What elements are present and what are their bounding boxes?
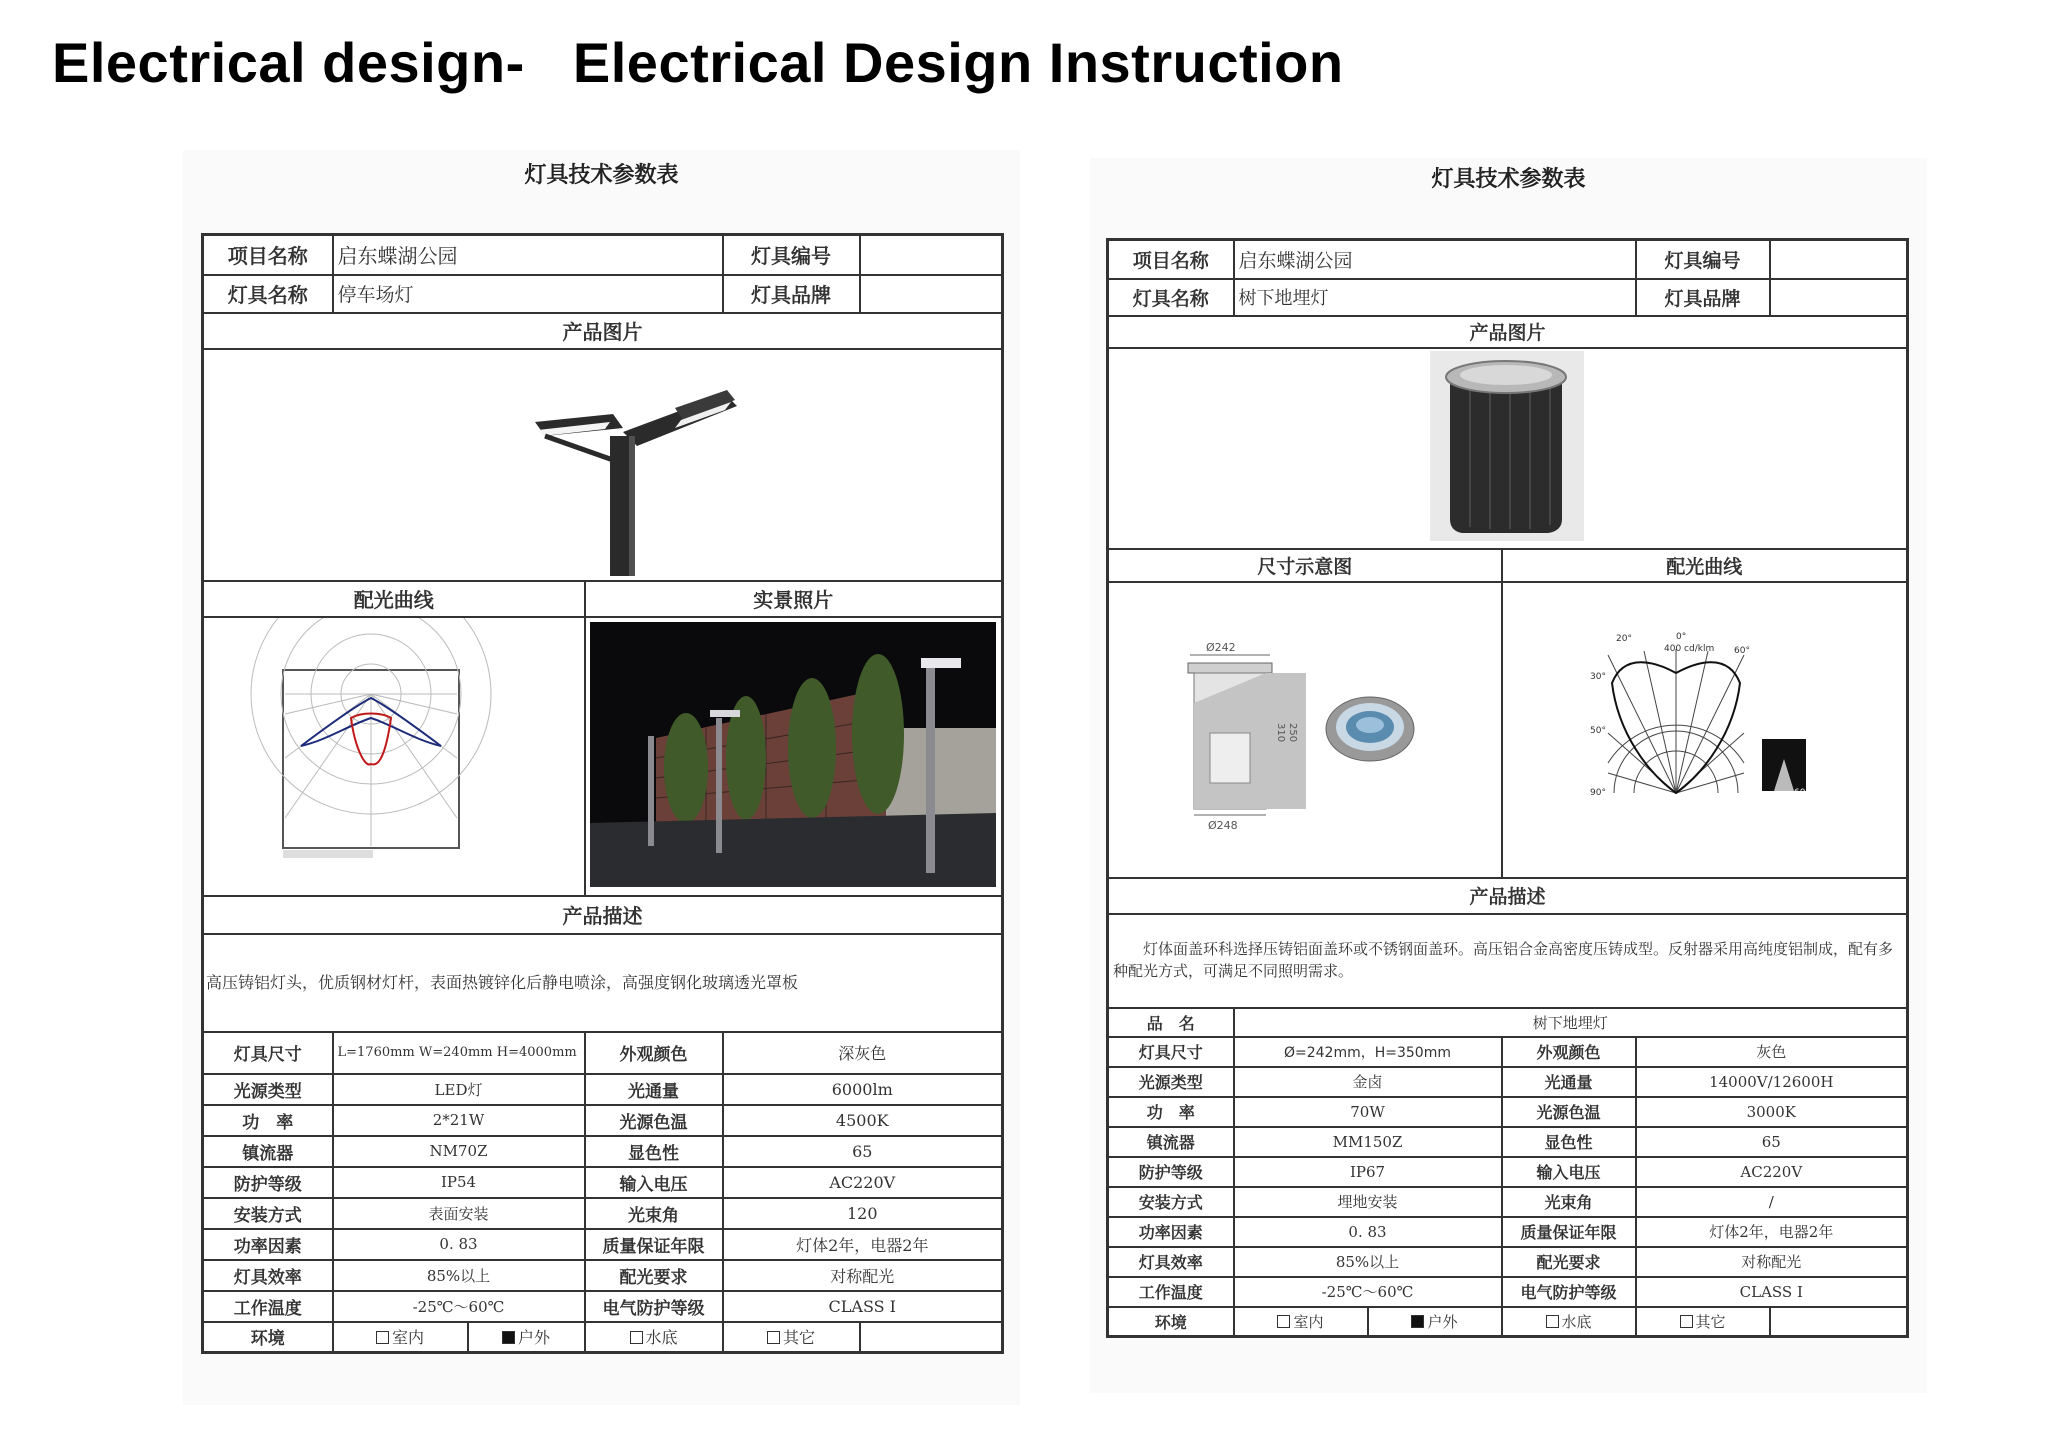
spec-value: CLASS Ⅰ	[1636, 1277, 1908, 1307]
fixture-code-label: 灯具编号	[723, 235, 860, 275]
curve-angle-label: 50°	[1590, 725, 1607, 736]
env-option-indoor[interactable]	[333, 1322, 468, 1353]
dimension-drawing	[1110, 583, 1500, 873]
curve-angle-label: 0°	[1676, 631, 1687, 642]
env-option-other[interactable]	[1636, 1307, 1770, 1337]
env-option-underwater[interactable]	[585, 1322, 723, 1353]
spec-value: 6000lm	[723, 1074, 1003, 1105]
curve-angle-label: 30°	[1590, 671, 1607, 682]
spec-value: 灰色	[1636, 1037, 1908, 1067]
spec-label: 灯具效率	[203, 1260, 333, 1291]
spec-label: 安装方式	[203, 1198, 333, 1229]
spec-value: -25℃～60℃	[333, 1291, 585, 1322]
env-option-label: 户外	[1427, 1312, 1458, 1331]
env-option-other[interactable]	[723, 1322, 860, 1353]
fixture-code-value	[1770, 240, 1908, 279]
spec-label: 功率因素	[1108, 1217, 1234, 1247]
spec-value: 85%以上	[1234, 1247, 1502, 1277]
page-title: Electrical design- Electrical Design Instruction	[52, 31, 1344, 94]
project-name-label: 项目名称	[1108, 240, 1234, 279]
spec-value: 对称配光	[723, 1260, 1003, 1291]
fixture-brand-value	[1770, 279, 1908, 316]
env-option-outdoor[interactable]	[1368, 1307, 1502, 1337]
spec-label: 镇流器	[1108, 1127, 1234, 1157]
curve-unit-label: 400 cd/klm	[1664, 643, 1715, 654]
checkbox-icon	[1680, 1315, 1693, 1328]
curve-angle-label: 20°	[1616, 633, 1633, 644]
spec-label: 质量保证年限	[1502, 1217, 1636, 1247]
spec-value: AC220V	[1636, 1157, 1908, 1187]
curve-angle-label: 60°	[1734, 645, 1751, 656]
spec-value: 0. 83	[1234, 1217, 1502, 1247]
spec-value: 灯体2年，电器2年	[723, 1229, 1003, 1260]
right-spec-sheet	[1090, 158, 1927, 1393]
spec-value: Ø=242mm，H=350mm	[1234, 1037, 1502, 1067]
spec-value: 埋地安装	[1234, 1187, 1502, 1217]
spec-value: 对称配光	[1636, 1247, 1908, 1277]
product-desc-label: 产品描述	[203, 896, 1003, 934]
spec-value: AC220V	[723, 1167, 1003, 1198]
spec-label: 电气防护等级	[1502, 1277, 1636, 1307]
spec-label: 光束角	[1502, 1187, 1636, 1217]
fixture-brand-label: 灯具品牌	[1636, 279, 1770, 316]
project-name-label: 项目名称	[203, 235, 333, 275]
spec-value: 2*21W	[333, 1105, 585, 1136]
spec-label: 光源色温	[1502, 1097, 1636, 1127]
spec-value: 65	[1636, 1127, 1908, 1157]
env-label: 环境	[1108, 1307, 1234, 1337]
env-option-indoor[interactable]	[1234, 1307, 1368, 1337]
project-name-value: 启东蝶湖公园	[1234, 240, 1636, 279]
spec-label: 外观颜色	[1502, 1037, 1636, 1067]
product-image-cell	[203, 349, 1003, 581]
light-curve-cell	[203, 617, 585, 896]
spec-label: 灯具尺寸	[203, 1032, 333, 1074]
fixture-code-value	[860, 235, 1003, 275]
spec-label: 输入电压	[1502, 1157, 1636, 1187]
spec-label: 质量保证年限	[585, 1229, 723, 1260]
spec-value: MM150Z	[1234, 1127, 1502, 1157]
right-spec-table	[1106, 238, 1909, 1338]
spec-label: 输入电压	[585, 1167, 723, 1198]
beam-angle-label: 60°	[1794, 787, 1811, 798]
env-empty-cell	[860, 1322, 1003, 1353]
env-option-label: 其它	[783, 1328, 816, 1348]
checkbox-icon	[1546, 1315, 1559, 1328]
dim-height1-label: 310	[1274, 722, 1286, 742]
env-option-outdoor[interactable]	[468, 1322, 585, 1353]
light-curve-cell	[1502, 582, 1908, 878]
spec-value: 85%以上	[333, 1260, 585, 1291]
scene-photo-label: 实景照片	[585, 581, 1003, 617]
spec-label: 显色性	[1502, 1127, 1636, 1157]
checkbox-icon	[1277, 1315, 1290, 1328]
dim-height2-label: 250	[1286, 722, 1298, 742]
env-option-label: 水底	[645, 1328, 678, 1348]
left-spec-sheet	[183, 150, 1020, 1405]
dimension-diagram-label: 尺寸示意图	[1108, 549, 1502, 582]
spec-value: 0. 83	[333, 1229, 585, 1260]
left-spec-table	[201, 233, 1004, 1354]
product-desc-text: 灯体面盖环科选择压铸铝面盖环或不锈钢面盖环。高压铝合金高密度压铸成型。反射器采用高纯度铝制成，配有多种配光方式，可满足不同照明需求。	[1108, 914, 1908, 1008]
spec-label: 光源类型	[1108, 1067, 1234, 1097]
fixture-name-value: 树下地埋灯	[1234, 279, 1636, 316]
fixture-name-label: 灯具名称	[1108, 279, 1234, 316]
left-sheet-title: 灯具技术参数表	[524, 162, 679, 188]
checkbox-icon	[630, 1331, 643, 1344]
fixture-brand-label: 灯具品牌	[723, 275, 860, 313]
polar-curve-diagram	[205, 618, 583, 891]
right-sheet-title: 灯具技术参数表	[1431, 166, 1586, 192]
env-option-label: 水底	[1561, 1312, 1592, 1331]
checkbox-checked-icon	[502, 1331, 515, 1344]
dim-top-label: Ø242	[1205, 640, 1236, 654]
spec-label: 功率因素	[203, 1229, 333, 1260]
env-option-label: 室内	[1293, 1312, 1324, 1331]
curve-angle-label: 90°	[1590, 787, 1607, 798]
product-name-value: 树下地埋灯	[1234, 1008, 1908, 1037]
light-curve-label: 配光曲线	[203, 581, 585, 617]
spec-label: 外观颜色	[585, 1032, 723, 1074]
light-curve-label: 配光曲线	[1502, 549, 1908, 582]
spec-value: CLASS Ⅰ	[723, 1291, 1003, 1322]
spec-label: 安装方式	[1108, 1187, 1234, 1217]
dimension-diagram-cell	[1108, 582, 1502, 878]
spec-label: 配光要求	[1502, 1247, 1636, 1277]
env-empty-cell	[1770, 1307, 1908, 1337]
spec-value: LED灯	[333, 1074, 585, 1105]
spec-label: 工作温度	[203, 1291, 333, 1322]
project-name-value: 启东蝶湖公园	[333, 235, 723, 275]
spec-label: 光通量	[585, 1074, 723, 1105]
spec-value: 120	[723, 1198, 1003, 1229]
dim-bottom-label: Ø248	[1207, 818, 1238, 832]
env-option-underwater[interactable]	[1502, 1307, 1636, 1337]
spec-value: L=1760mm W=240mm H=4000mm	[333, 1032, 585, 1074]
parking-light-image	[205, 350, 1001, 576]
spec-label: 灯具尺寸	[1108, 1037, 1234, 1067]
scene-photo-cell	[585, 617, 1003, 896]
checkbox-checked-icon	[1411, 1315, 1424, 1328]
product-desc-label: 产品描述	[1108, 878, 1908, 914]
spec-label: 防护等级	[1108, 1157, 1234, 1187]
spec-value: 4500K	[723, 1105, 1003, 1136]
fixture-name-label: 灯具名称	[203, 275, 333, 313]
spec-value: NM70Z	[333, 1136, 585, 1167]
parking-lot-night-photo	[586, 618, 1000, 891]
spec-value: /	[1636, 1187, 1908, 1217]
spec-label: 光通量	[1502, 1067, 1636, 1097]
spec-value: -25℃～60℃	[1234, 1277, 1502, 1307]
spec-label: 功 率	[1108, 1097, 1234, 1127]
spec-label: 配光要求	[585, 1260, 723, 1291]
fixture-name-value: 停车场灯	[333, 275, 723, 313]
product-image-cell	[1108, 348, 1908, 549]
spec-value: 灯体2年，电器2年	[1636, 1217, 1908, 1247]
spec-label: 工作温度	[1108, 1277, 1234, 1307]
spec-value: 14000V/12600H	[1636, 1067, 1908, 1097]
product-name-label: 品 名	[1108, 1008, 1234, 1037]
env-option-label: 户外	[517, 1328, 550, 1348]
fixture-code-label: 灯具编号	[1636, 240, 1770, 279]
spec-value: 65	[723, 1136, 1003, 1167]
spec-label: 防护等级	[203, 1167, 333, 1198]
env-option-label: 其它	[1695, 1312, 1726, 1331]
spec-value: 金卤	[1234, 1067, 1502, 1097]
spec-label: 功 率	[203, 1105, 333, 1136]
checkbox-icon	[767, 1331, 780, 1344]
inground-light-image	[1110, 349, 1906, 544]
checkbox-icon	[376, 1331, 389, 1344]
spec-value: IP54	[333, 1167, 585, 1198]
spec-value: 深灰色	[723, 1032, 1003, 1074]
spec-value: 3000K	[1636, 1097, 1908, 1127]
product-image-label: 产品图片	[1108, 316, 1908, 348]
spec-label: 显色性	[585, 1136, 723, 1167]
spec-label: 灯具效率	[1108, 1247, 1234, 1277]
spec-value: IP67	[1234, 1157, 1502, 1187]
product-desc-text: 高压铸铝灯头，优质钢材灯杆，表面热镀锌化后静电喷涂，高强度钢化玻璃透光罩板	[203, 934, 1003, 1032]
spec-label: 镇流器	[203, 1136, 333, 1167]
spec-value: 表面安装	[333, 1198, 585, 1229]
spec-label: 电气防护等级	[585, 1291, 723, 1322]
spec-value: 70W	[1234, 1097, 1502, 1127]
env-label: 环境	[203, 1322, 333, 1353]
spec-label: 光源色温	[585, 1105, 723, 1136]
product-image-label: 产品图片	[203, 313, 1003, 349]
spec-label: 光源类型	[203, 1074, 333, 1105]
spec-label: 光束角	[585, 1198, 723, 1229]
env-option-label: 室内	[391, 1328, 424, 1348]
fixture-brand-value	[860, 275, 1003, 313]
polar-curve-diagram	[1504, 583, 1904, 873]
